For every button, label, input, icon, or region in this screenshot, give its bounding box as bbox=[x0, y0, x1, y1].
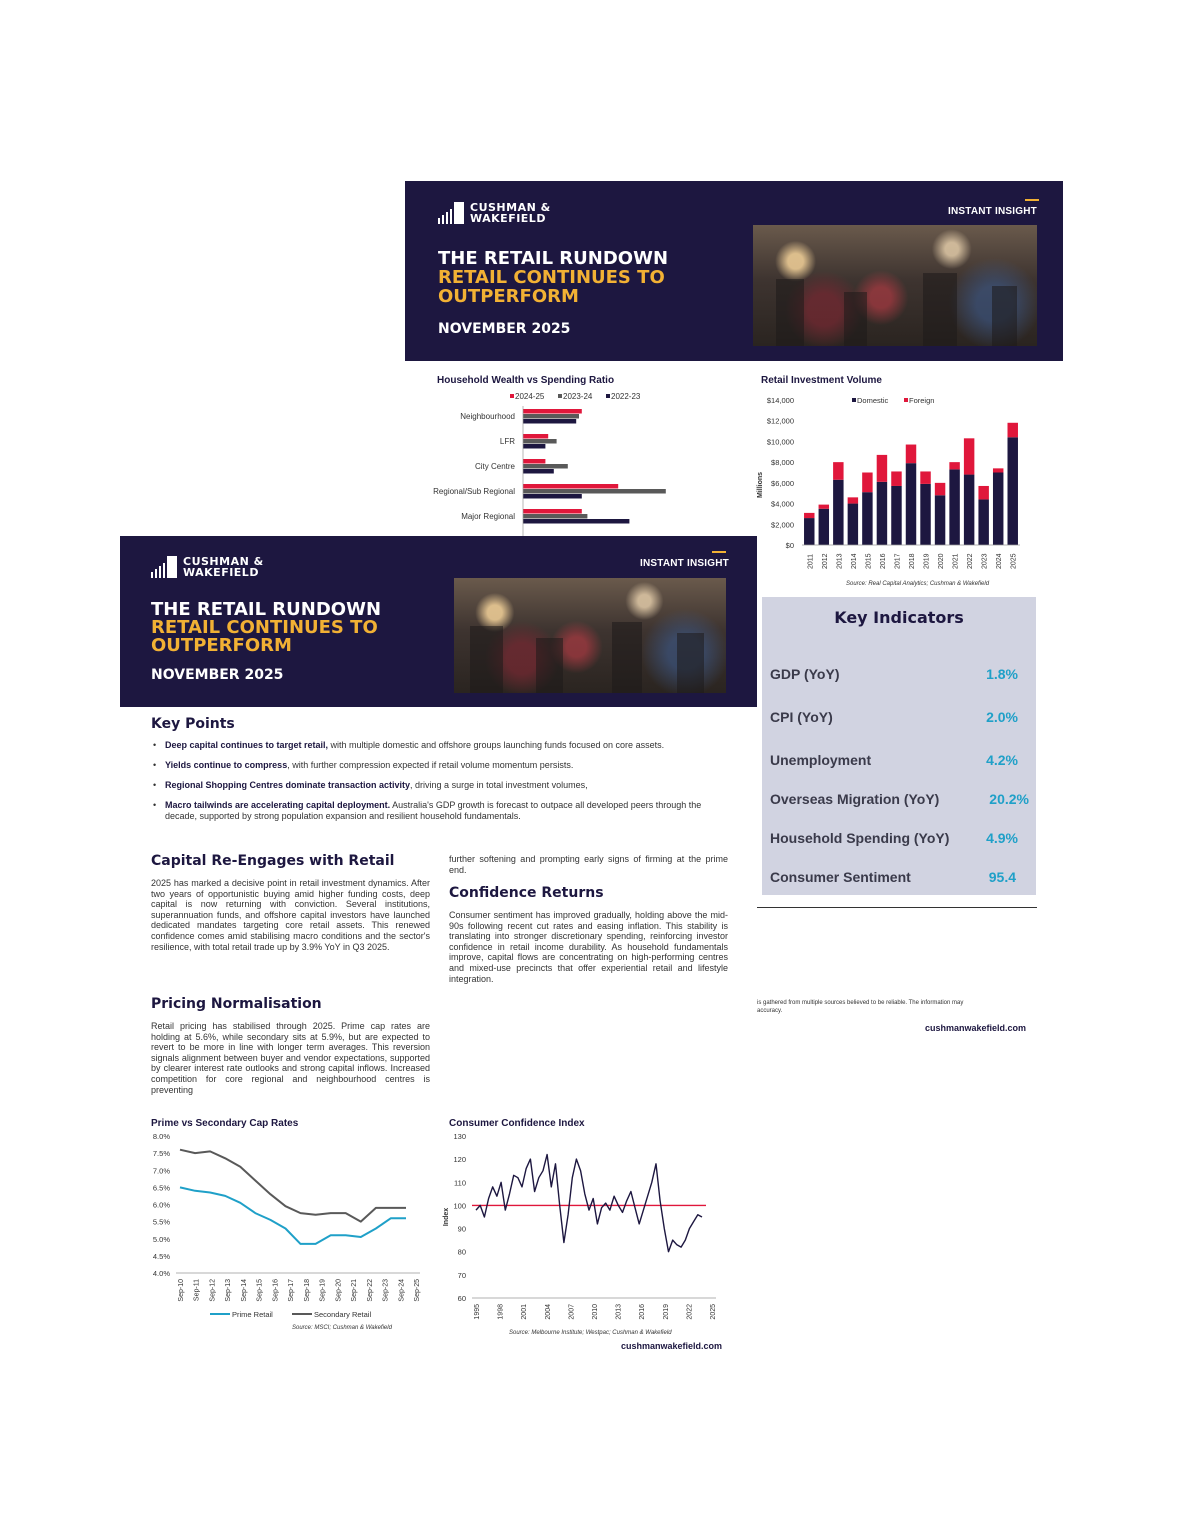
bar-segment bbox=[848, 497, 858, 503]
x-tick-label: Sep-14 bbox=[240, 1279, 248, 1302]
bar-segment bbox=[891, 486, 901, 545]
y-tick-label: 90 bbox=[457, 1224, 466, 1234]
series-line bbox=[180, 1150, 406, 1222]
indicator-label: Overseas Migration (YoY) bbox=[770, 791, 940, 807]
y-tick-label: $10,000 bbox=[766, 437, 794, 447]
y-tick-label: $14,000 bbox=[766, 396, 794, 405]
bar bbox=[523, 439, 557, 444]
y-tick-label: 110 bbox=[454, 1178, 466, 1188]
key-points-heading: Key Points bbox=[151, 716, 235, 732]
legend-label: 2023-24 bbox=[563, 392, 593, 401]
bar-segment bbox=[949, 469, 959, 545]
report-subtitle-1: RETAIL CONTINUES TO bbox=[151, 617, 378, 638]
x-tick-label: 2016 bbox=[639, 1304, 647, 1320]
bar bbox=[523, 459, 545, 464]
x-tick-label: 1995 bbox=[474, 1304, 481, 1320]
x-tick-label: 2021 bbox=[952, 553, 960, 569]
legend-swatch bbox=[904, 398, 908, 402]
y-tick-label: 70 bbox=[457, 1270, 466, 1280]
y-tick-label: 80 bbox=[457, 1247, 466, 1257]
bar bbox=[523, 484, 618, 489]
bar-segment bbox=[935, 495, 945, 545]
x-tick-label: 2011 bbox=[807, 553, 815, 569]
confidence-heading: Confidence Returns bbox=[449, 885, 604, 901]
household-chart-title: Household Wealth vs Spending Ratio bbox=[437, 375, 615, 386]
brand-logo bbox=[151, 556, 264, 578]
bar bbox=[523, 509, 582, 514]
bar-segment bbox=[819, 505, 829, 509]
x-tick-label: 2017 bbox=[894, 553, 902, 569]
x-tick-label: 2019 bbox=[662, 1304, 670, 1320]
y-tick-label: 5.0% bbox=[152, 1234, 170, 1244]
x-tick-label: 2013 bbox=[615, 1304, 623, 1320]
capital-body: 2025 has marked a decisive point in retail investment dynamics. After two years of opportunistic buying amid higher funding costs, deep capital is now returning with conviction. Several institutions, superannuation funds, and offshore capital investors have launched dedicated mandates targeting core retail assets. This renewed confidence comes amid stabilising macro conditions and the sector's resilience, with total retail trade up by 3.9% YoY in Q3 2025. bbox=[151, 878, 430, 952]
x-tick-label: 2016 bbox=[879, 553, 887, 569]
legend-label: Domestic bbox=[857, 396, 889, 405]
x-tick-label: 2025 bbox=[1010, 553, 1018, 569]
key-indicators-panel bbox=[762, 597, 1036, 895]
x-tick-label: Sep-12 bbox=[209, 1279, 217, 1302]
x-tick-label: Sep-16 bbox=[272, 1279, 280, 1302]
brand-line-1: CUSHMAN & bbox=[470, 201, 551, 214]
bar-segment bbox=[891, 471, 901, 486]
caprates-chart-source: Source: MSCI; Cushman & Wakefield bbox=[292, 1325, 392, 1331]
x-tick-label: 2015 bbox=[865, 553, 873, 569]
x-tick-label: Sep-22 bbox=[366, 1279, 374, 1302]
category-label: LFR bbox=[499, 437, 515, 446]
x-tick-label: 2018 bbox=[909, 553, 916, 569]
bar bbox=[523, 514, 587, 519]
store-photo bbox=[454, 578, 726, 693]
pricing-body: Retail pricing has stabilised through 2025. Prime cap rates are holding at 5.6%, while secondary sits at 5.9%, but are expected to revert to be more in line with longer term averages. This reversion signals alignment between buyer and vendor expectations, supported by clearer interest rate outlooks and strong capital inflows. Increased competition for core regional and neighbourhood centres is preventing bbox=[151, 1021, 430, 1095]
brand-logo bbox=[438, 202, 551, 224]
bar bbox=[523, 494, 582, 499]
x-tick-label: Sep-15 bbox=[256, 1279, 264, 1302]
indicator-value: 20.2% bbox=[989, 791, 1029, 807]
y-axis-label: Index bbox=[443, 1207, 450, 1227]
bar-segment bbox=[978, 499, 988, 545]
legend-swatch bbox=[558, 394, 562, 398]
x-tick-label: 2020 bbox=[938, 553, 946, 569]
report-subtitle-1: RETAIL CONTINUES TO bbox=[438, 267, 665, 288]
x-tick-label: 2010 bbox=[592, 1304, 599, 1320]
indicator-value: 95.4 bbox=[988, 869, 1016, 885]
insight-accent bbox=[1025, 199, 1039, 201]
x-tick-label: 2004 bbox=[544, 1304, 552, 1320]
x-tick-label: Sep-19 bbox=[319, 1279, 327, 1302]
report-subtitle-2: OUTPERFORM bbox=[151, 635, 292, 656]
bar bbox=[523, 444, 545, 449]
bar bbox=[523, 464, 568, 469]
confidence-chart-title: Consumer Confidence Index bbox=[449, 1118, 585, 1129]
y-tick-label: $8,000 bbox=[771, 458, 794, 468]
indicator-label: GDP (YoY) bbox=[770, 666, 840, 682]
indicator-value: 1.8% bbox=[986, 666, 1018, 682]
x-tick-label: 2025 bbox=[710, 1304, 717, 1320]
y-tick-label: 130 bbox=[453, 1132, 466, 1141]
x-tick-label: 2013 bbox=[836, 553, 844, 569]
x-tick-label: 2007 bbox=[568, 1304, 576, 1320]
bar bbox=[523, 519, 629, 524]
pricing-continued: further softening and prompting early signs of firming at the prime end. bbox=[449, 854, 728, 875]
x-tick-label: 2022 bbox=[967, 553, 975, 569]
key-point: • Macro tailwinds are accelerating capital deployment. Australia's GDP growth is forecast to outpace all developed peers through the decade, supported by strong population expansion and resilient household fundamentals. bbox=[151, 800, 729, 822]
category-label: Major Regional bbox=[461, 512, 515, 521]
y-tick-label: 120 bbox=[453, 1155, 466, 1165]
y-axis-label: Millions bbox=[757, 471, 764, 499]
report-subtitle-2: OUTPERFORM bbox=[438, 286, 579, 307]
capital-heading: Capital Re-Engages with Retail bbox=[151, 853, 395, 869]
x-tick-label: 1998 bbox=[497, 1304, 505, 1320]
x-tick-label: Sep-11 bbox=[193, 1279, 201, 1302]
bar bbox=[523, 489, 666, 494]
confidence-body: Consumer sentiment has improved gradually, holding above the mid-90s following recent cut rates and easing inflation. This stability is translating into stronger discretionary spending, reinforcing investor confidence in retail income durability. As household fundamentals improve, capital flows are concentrating on high-performing centres and mixed-use precincts that offer experiential retail and lifestyle integration. bbox=[449, 910, 728, 984]
bar bbox=[523, 469, 554, 474]
bar-segment bbox=[920, 471, 930, 483]
bar-segment bbox=[804, 513, 814, 518]
series-line bbox=[476, 1155, 702, 1252]
caprates-chart-title: Prime vs Secondary Cap Rates bbox=[151, 1118, 299, 1129]
x-tick-label: Sep-10 bbox=[178, 1279, 185, 1302]
y-tick-label: 5.5% bbox=[152, 1217, 170, 1227]
category-label: Neighbourhood bbox=[460, 412, 515, 421]
bar-segment bbox=[935, 483, 945, 495]
y-tick-label: 4.0% bbox=[152, 1269, 170, 1278]
brand-line-2: WAKEFIELD bbox=[183, 566, 259, 579]
front-banner bbox=[120, 536, 757, 707]
x-tick-label: Sep-20 bbox=[335, 1279, 343, 1302]
cap-rates-chart bbox=[140, 1128, 430, 1333]
disclaimer-line-2: accuracy. bbox=[757, 1008, 783, 1014]
bar-segment bbox=[993, 468, 1003, 472]
bar bbox=[523, 409, 582, 414]
x-tick-label: Sep-25 bbox=[414, 1279, 421, 1302]
y-tick-label: 7.0% bbox=[152, 1166, 170, 1176]
disclaimer-line-1: is gathered from multiple sources believed to be reliable. The information may bbox=[757, 1000, 964, 1006]
key-point: • Yields continue to compress, with further compression expected if retail volume momentum persists. bbox=[151, 760, 729, 771]
indicator-label: Household Spending (YoY) bbox=[770, 830, 950, 846]
logo-mark-icon bbox=[438, 202, 464, 224]
top-banner bbox=[405, 181, 1063, 361]
x-tick-label: Sep-23 bbox=[382, 1279, 390, 1302]
legend-label: Prime Retail bbox=[232, 1310, 273, 1319]
key-point: • Regional Shopping Centres dominate transaction activity, driving a surge in total investment volumes, bbox=[151, 780, 729, 791]
household-wealth-chart bbox=[405, 388, 735, 536]
bar-segment bbox=[906, 463, 916, 545]
key-points-list bbox=[151, 740, 729, 831]
indicator-label: Unemployment bbox=[770, 752, 872, 768]
investment-chart-source: Source: Real Capital Analytics; Cushman & Wakefield bbox=[846, 581, 990, 587]
indicator-label: Consumer Sentiment bbox=[770, 869, 911, 885]
retail-investment-chart bbox=[752, 390, 1042, 580]
store-photo bbox=[753, 225, 1037, 346]
key-point: • Deep capital continues to target retail, with multiple domestic and offshore groups launching funds focused on core assets. bbox=[151, 740, 729, 751]
bar-segment bbox=[964, 475, 974, 545]
series-line bbox=[180, 1187, 406, 1244]
x-tick-label: 2014 bbox=[850, 553, 858, 569]
y-tick-label: 60 bbox=[457, 1294, 466, 1303]
brand-line-2: WAKEFIELD bbox=[470, 212, 546, 225]
y-tick-label: $2,000 bbox=[771, 520, 794, 530]
bar-segment bbox=[877, 482, 887, 545]
pricing-heading: Pricing Normalisation bbox=[151, 996, 322, 1012]
indicator-value: 2.0% bbox=[986, 709, 1018, 725]
report-title: THE RETAIL RUNDOWN bbox=[438, 248, 669, 269]
y-tick-label: 8.0% bbox=[152, 1132, 170, 1141]
x-tick-label: 2019 bbox=[923, 553, 931, 569]
bar-segment bbox=[906, 445, 916, 464]
legend-label: Foreign bbox=[909, 396, 935, 405]
bar-segment bbox=[862, 492, 872, 545]
bar-segment bbox=[1008, 437, 1018, 545]
legend-swatch bbox=[606, 394, 610, 398]
divider-line bbox=[757, 907, 1037, 908]
bar-segment bbox=[993, 473, 1003, 546]
legend-label: Secondary Retail bbox=[314, 1310, 372, 1319]
key-indicators-title: Key Indicators bbox=[834, 608, 964, 627]
bar-segment bbox=[1008, 423, 1018, 438]
y-tick-label: $4,000 bbox=[771, 499, 794, 509]
bar-segment bbox=[964, 438, 974, 474]
y-tick-label: 6.5% bbox=[152, 1183, 170, 1193]
report-month: NOVEMBER 2025 bbox=[151, 667, 284, 683]
website-link-front[interactable]: cushmanwakefield.com bbox=[621, 1341, 723, 1351]
indicator-label: CPI (YoY) bbox=[770, 709, 833, 725]
bar-segment bbox=[949, 462, 959, 469]
confidence-chart-source: Source: Melbourne Institute; Westpac; Cushman & Wakefield bbox=[509, 1330, 672, 1336]
consumer-confidence-chart bbox=[436, 1128, 726, 1333]
indicator-value: 4.9% bbox=[986, 830, 1018, 846]
legend-swatch bbox=[852, 398, 856, 402]
bar-segment bbox=[833, 480, 843, 545]
x-tick-label: Sep-13 bbox=[225, 1279, 233, 1302]
category-label: Regional/Sub Regional bbox=[433, 487, 515, 496]
x-tick-label: 2024 bbox=[996, 553, 1004, 569]
y-tick-label: $6,000 bbox=[771, 478, 794, 488]
legend-label: 2024-25 bbox=[515, 392, 545, 401]
instant-insight-label: INSTANT INSIGHT bbox=[948, 206, 1037, 217]
y-tick-label: 100 bbox=[453, 1201, 466, 1211]
x-tick-label: Sep-17 bbox=[288, 1279, 296, 1302]
legend-swatch bbox=[510, 394, 514, 398]
bar-segment bbox=[819, 509, 829, 545]
x-tick-label: Sep-24 bbox=[398, 1279, 406, 1302]
bar-segment bbox=[833, 462, 843, 480]
y-tick-label: 7.5% bbox=[152, 1149, 170, 1159]
y-tick-label: 4.5% bbox=[152, 1251, 170, 1261]
x-tick-label: 2001 bbox=[521, 1304, 529, 1320]
x-tick-label: Sep-21 bbox=[351, 1279, 359, 1302]
bar-segment bbox=[804, 518, 814, 545]
insight-accent bbox=[712, 551, 726, 553]
x-tick-label: Sep-18 bbox=[303, 1279, 311, 1302]
bar bbox=[523, 434, 548, 439]
brand-line-1: CUSHMAN & bbox=[183, 555, 264, 568]
legend-label: 2022-23 bbox=[611, 392, 641, 401]
instant-insight-label: INSTANT INSIGHT bbox=[640, 558, 729, 569]
logo-mark-icon bbox=[151, 556, 177, 578]
report-title: THE RETAIL RUNDOWN bbox=[151, 599, 382, 620]
x-tick-label: 2022 bbox=[686, 1304, 694, 1320]
investment-chart-title: Retail Investment Volume bbox=[761, 375, 882, 386]
bar-segment bbox=[920, 484, 930, 545]
y-tick-label: $0 bbox=[785, 541, 794, 550]
bar-segment bbox=[877, 455, 887, 482]
report-month: NOVEMBER 2025 bbox=[438, 321, 571, 337]
bar-segment bbox=[978, 486, 988, 499]
indicator-value: 4.2% bbox=[986, 752, 1018, 768]
bar-segment bbox=[848, 504, 858, 545]
bar bbox=[523, 414, 579, 419]
bar-segment bbox=[862, 473, 872, 493]
y-tick-label: 6.0% bbox=[152, 1200, 170, 1210]
x-tick-label: 2023 bbox=[981, 553, 989, 569]
website-link-back[interactable]: cushmanwakefield.com bbox=[925, 1023, 1027, 1033]
bar bbox=[523, 419, 576, 424]
x-tick-label: 2012 bbox=[821, 553, 829, 569]
category-label: City Centre bbox=[474, 462, 515, 471]
y-tick-label: $12,000 bbox=[766, 416, 794, 426]
